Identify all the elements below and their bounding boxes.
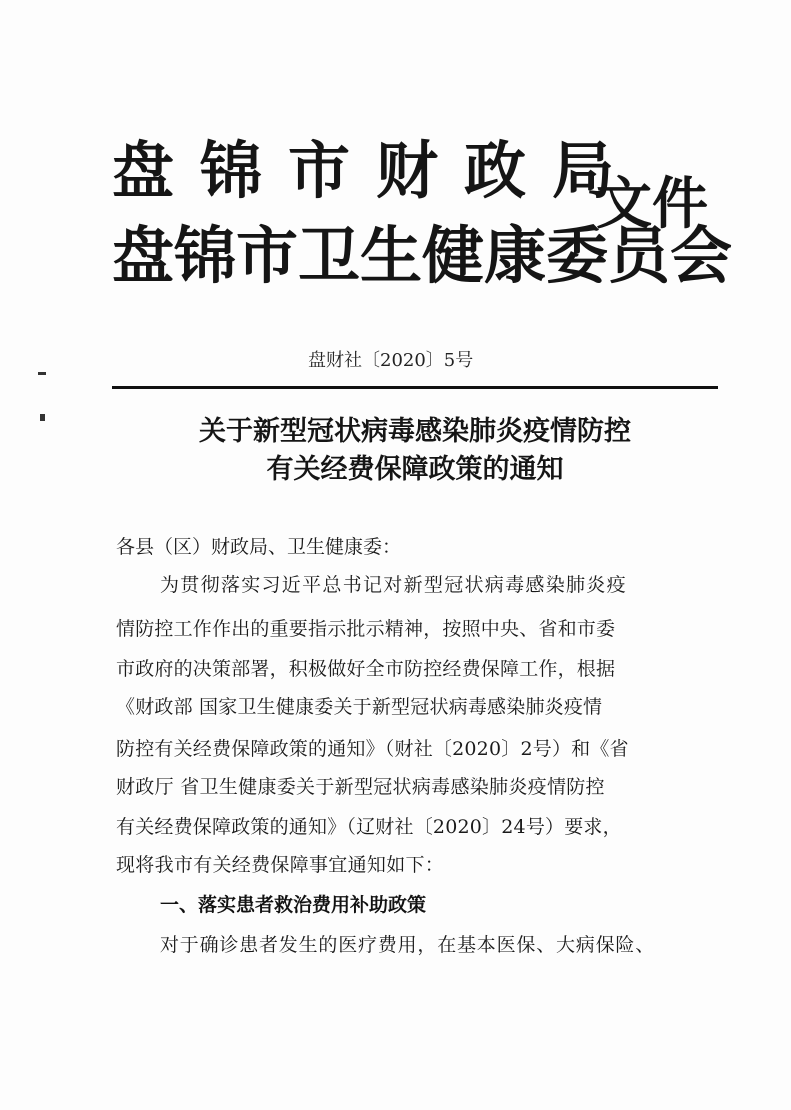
document-number: 盘财社〔2020〕5号 [308, 350, 474, 371]
paragraph-line: 对于确诊患者发生的医疗费用，在基本医保、大病保险、 [160, 934, 656, 956]
paragraph-line: 情防控工作作出的重要指示批示精神，按照中央、省和市委 [116, 618, 616, 640]
section-heading: 一、落实患者救治费用补助政策 [160, 894, 427, 916]
document-title-line-1: 关于新型冠状病毒感染肺炎疫情防控 [199, 416, 631, 447]
issuer-health-commission: 盘锦市卫生健康委员会 [112, 219, 733, 292]
margin-mark [40, 414, 45, 421]
paragraph-line: 为贯彻落实习近平总书记对新型冠状病毒感染肺炎疫 [160, 574, 627, 596]
salutation: 各县（区）财政局、卫生健康委： [116, 536, 402, 558]
paragraph-line: 有关经费保障政策的通知》（辽财社〔2020〕24号）要求， [116, 816, 622, 838]
issuer-finance-bureau: 盘锦市财政局 [112, 134, 641, 207]
margin-mark [38, 372, 46, 375]
header-divider [112, 386, 718, 389]
paragraph-line: 市政府的决策部署，积极做好全市防控经费保障工作，根据 [116, 658, 616, 680]
paragraph-line: 财政厅 省卫生健康委关于新型冠状病毒感染肺炎疫情防控 [116, 776, 605, 798]
paragraph-line: 现将我市有关经费保障事宜通知如下： [116, 854, 445, 876]
document-title-line-2: 有关经费保障政策的通知 [266, 454, 564, 485]
paragraph-line: 《财政部 国家卫生健康委关于新型冠状病毒感染肺炎疫情 [116, 696, 603, 718]
paragraph-line: 防控有关经费保障政策的通知》（财社〔2020〕2号）和《省 [116, 738, 629, 760]
document-type-label: 文件 [596, 171, 708, 237]
